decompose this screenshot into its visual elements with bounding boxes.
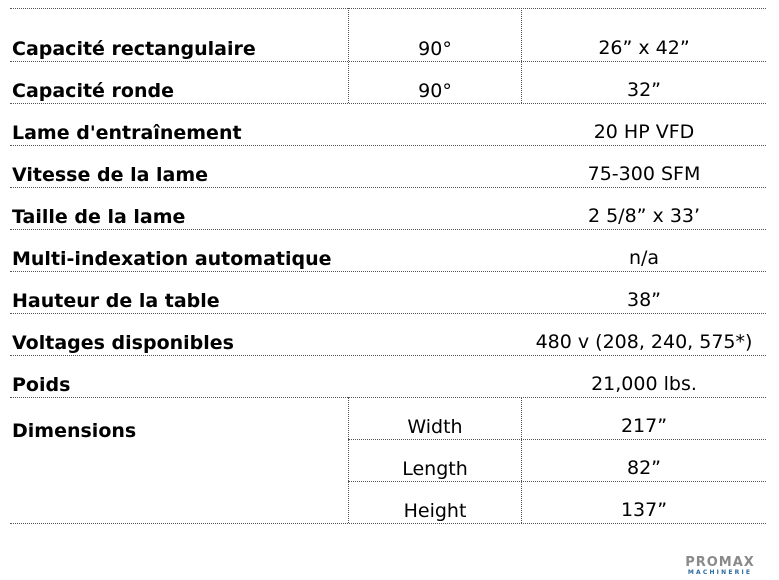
spec-label-blade-size: Taille de la lame	[12, 206, 186, 228]
row-divider	[10, 271, 766, 272]
spec-value-blade-speed: 75-300 SFM	[587, 163, 701, 185]
row-divider	[10, 523, 766, 524]
row-divider	[348, 481, 766, 482]
spec-value-weight: 21,000 lbs.	[591, 373, 697, 395]
row-divider	[10, 397, 766, 398]
spec-value-round-capacity: 32”	[626, 79, 662, 101]
promax-logo	[678, 556, 762, 576]
row-divider	[10, 313, 766, 314]
dimension-name-length: Length	[402, 458, 468, 480]
spec-label-blade-drive: Lame d'entraînement	[12, 122, 242, 144]
spec-angle-rect: 90°	[418, 38, 452, 60]
dimension-name-height: Height	[403, 500, 467, 522]
logo-sub-text: MACHINERIE	[687, 569, 753, 576]
spec-label-round-capacity: Capacité ronde	[12, 80, 174, 102]
dimension-value-height: 137”	[620, 499, 668, 521]
row-divider	[10, 61, 766, 62]
row-divider	[10, 8, 766, 9]
dimension-value-length: 82”	[626, 457, 662, 479]
dimension-name-width: Width	[407, 416, 463, 438]
row-divider	[10, 187, 766, 188]
spec-label-dimensions: Dimensions	[12, 420, 137, 442]
spec-label-rect-capacity: Capacité rectangulaire	[12, 38, 256, 60]
spec-label-voltages: Voltages disponibles	[12, 332, 234, 354]
row-divider	[10, 229, 766, 230]
spec-value-blade-drive: 20 HP VFD	[593, 121, 695, 143]
spec-value-table-height: 38”	[626, 289, 662, 311]
spec-label-auto-indexing: Multi-indexation automatique	[12, 248, 332, 270]
row-divider	[348, 439, 766, 440]
spec-value-rect-capacity: 26” x 42”	[598, 37, 690, 59]
spec-value-voltages: 480 v (208, 240, 575*)	[535, 331, 753, 353]
spec-label-table-height: Hauteur de la table	[12, 290, 220, 312]
row-divider	[10, 145, 766, 146]
dimension-value-width: 217”	[620, 415, 668, 437]
spec-table	[10, 8, 766, 524]
spec-value-blade-size: 2 5/8” x 33’	[587, 205, 701, 227]
spec-value-auto-indexing: n/a	[628, 247, 660, 269]
row-divider	[10, 103, 766, 104]
spec-label-weight: Poids	[12, 374, 71, 396]
spec-label-blade-speed: Vitesse de la lame	[12, 164, 209, 186]
row-divider	[10, 355, 766, 356]
spec-angle-round: 90°	[418, 80, 452, 102]
logo-main-text: PROMAX	[685, 555, 755, 570]
